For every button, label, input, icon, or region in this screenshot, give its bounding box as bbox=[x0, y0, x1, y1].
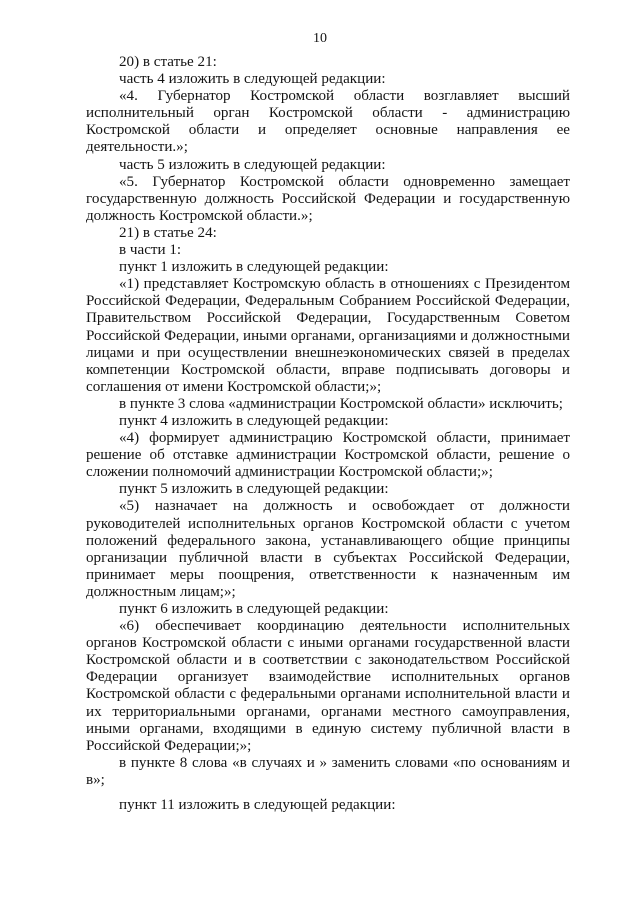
paragraph-point-1-intro: пункт 1 изложить в следующей редакции: bbox=[119, 259, 389, 276]
paragraph-point-1-text: «1) представляет Костромскую область в отношениях с Президентом Российской Федерации, Федеральным Собранием Российской Федерации, Правительством Российской Федерации, Государственным Советом Российской Федерации, иными органами, организациями и должностными лицами и при осуществлении внешнеэкономических связей в пределах компетенции Костромской области, вправе подписывать договоры и соглашения от имени Костромской области;»; bbox=[86, 276, 570, 395]
paragraph-point-5-intro: пункт 5 изложить в следующей редакции: bbox=[119, 481, 389, 498]
paragraph-point-5-text: «5) назначает на должность и освобождает от должности руководителей исполнительных органов Костромской области с учетом положений федерального закона, устанавливающего общие принципы организации публичной власти в субъектах Российской Федерации, принимает меры поощрения, ответственности к назначенным им должностным лицам;»; bbox=[86, 498, 570, 600]
paragraph-part-4-intro: часть 4 изложить в следующей редакции: bbox=[119, 71, 386, 88]
page-number: 10 bbox=[313, 31, 327, 46]
paragraph-article-21-heading: 20) в статье 21: bbox=[119, 54, 217, 70]
paragraph-part-4-text: «4. Губернатор Костромской области возглавляет высший исполнительный орган Костромской области - администрацию Костромской области и определяет основные направления ее деятельности.»; bbox=[86, 88, 570, 156]
paragraph-point-3-change: в пункте 3 слова «администрации Костромской области» исключить; bbox=[119, 395, 563, 412]
paragraph-part-5-text: «5. Губернатор Костромской области одновременно замещает государственную должность Российской Федерации и государственную должность Костромской области.»; bbox=[86, 173, 570, 224]
paragraph-point-4-intro: пункт 4 изложить в следующей редакции: bbox=[119, 412, 389, 429]
paragraph-point-6-text: «6) обеспечивает координацию деятельности исполнительных органов Костромской области с иными органами государственной власти Костромской области и в соответствии с законодательством Российской Федерации организует взаимодействие исполнительных органов Костромской области с федеральными органами исполнительной власти и их территориальными органами, органами местного самоуправления, иными органами, входящими в единую систему публичной власти в Российской Федерации;»; bbox=[86, 618, 570, 754]
paragraph-point-6-intro: пункт 6 изложить в следующей редакции: bbox=[119, 601, 389, 617]
paragraph-article-24-heading: 21) в статье 24: bbox=[119, 224, 217, 241]
paragraph-point-4-text: «4) формирует администрацию Костромской области, принимает решение об отставке администрации Костромской области, решение о сложении полномочий администрации Костромской области;»; bbox=[86, 430, 570, 481]
document-body bbox=[86, 54, 570, 814]
paragraph-part-1-heading: в части 1: bbox=[119, 242, 182, 259]
paragraph-point-8-change: в пункте 8 слова «в случаях и » заменить словами «по основаниям и в»; bbox=[86, 754, 570, 788]
paragraph-part-5-intro: часть 5 изложить в следующей редакции: bbox=[119, 156, 386, 173]
paragraph-point-11-intro: пункт 11 изложить в следующей редакции: bbox=[119, 797, 396, 814]
